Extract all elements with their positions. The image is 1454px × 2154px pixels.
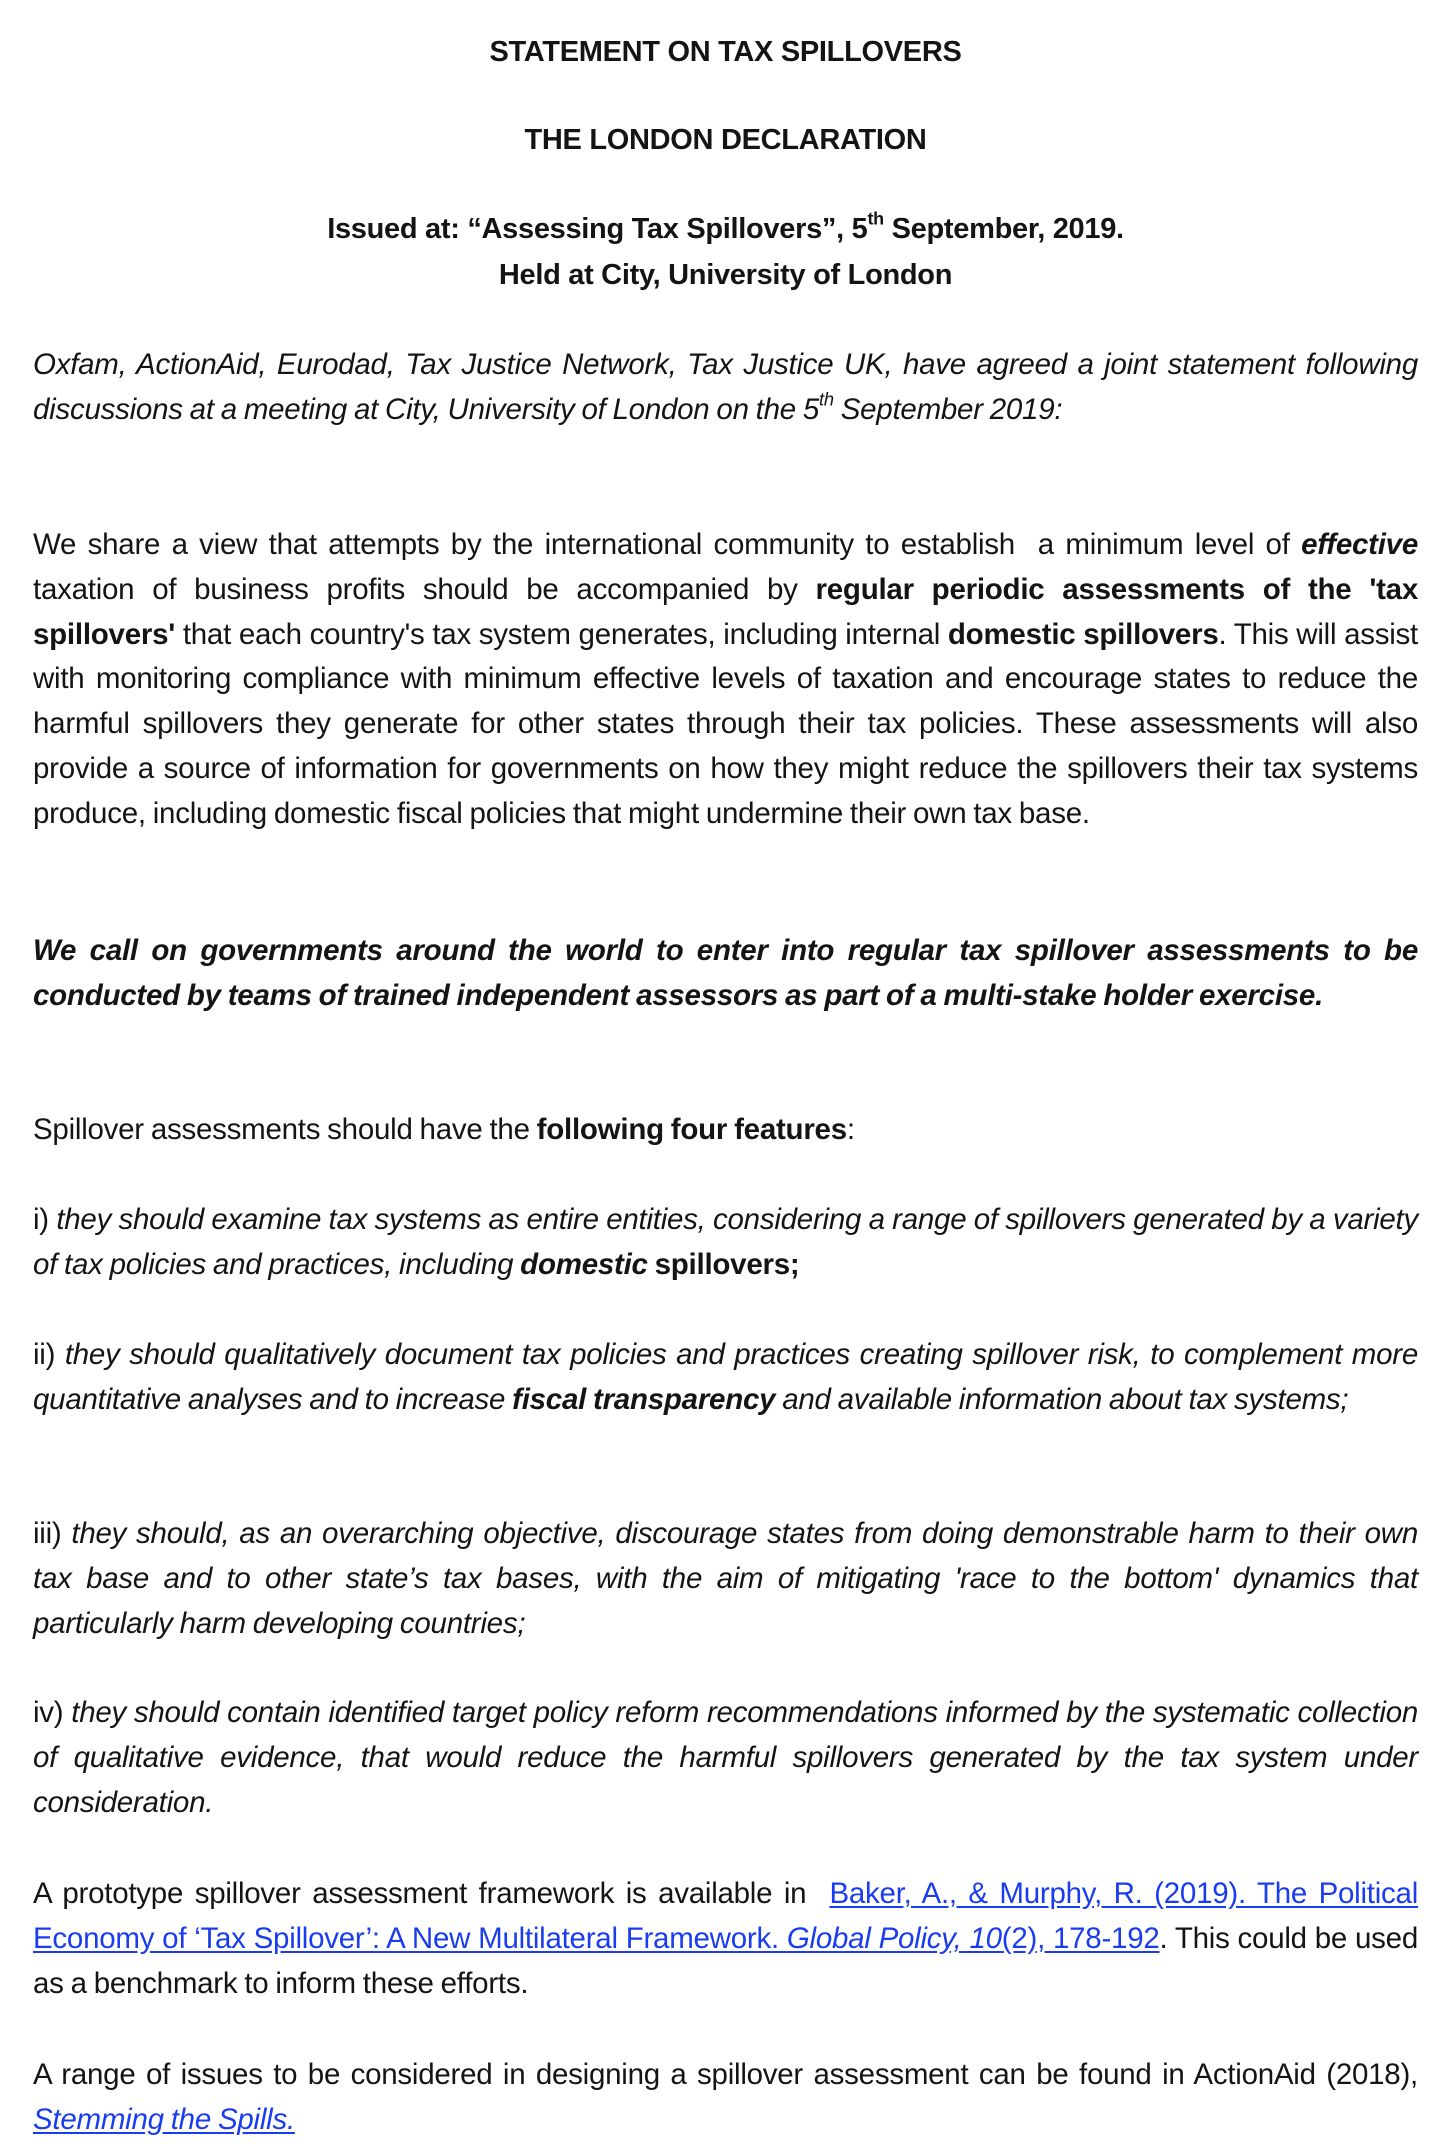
intro-paragraph: Oxfam, ActionAid, Eurodad, Tax Justice Network, Tax Justice UK, have agreed a joint statement following discussions at a meeting at City, University of London on the 5th September 2019: bbox=[33, 348, 1418, 426]
emphasis-regular-assessments: regular periodic assessments of the 'tax spillovers' bbox=[33, 572, 1418, 651]
held-at-line: Held at City, University of London bbox=[498, 259, 953, 291]
document-title: STATEMENT ON TAX SPILLOVERS bbox=[489, 36, 962, 68]
view-paragraph: We share a view that attempts by the international community to establish a minimum level of effective taxation of business profits should be accompanied by regular periodic assessments of the 'tax spillovers' that each country's tax system generates, including internal domestic spillovers. This will assist with monitoring compliance with minimum effective levels of taxation and encourage states to reduce the harmful spillovers they generate for other states through their tax policies. These assessments will also provide a source of information for governments on how they might reduce the spillovers their tax systems produce, including domestic fiscal policies that might undermine their own tax base. bbox=[33, 528, 1418, 830]
feature-item-4: iv) they should contain identified target policy reform recommendations informed by the systematic collection of qualitative evidence, that would reduce the harmful spillovers generated by the tax system under consideration. bbox=[33, 1696, 1419, 1819]
prototype-paragraph: A prototype spillover assessment framework is available in Baker, A., & Murphy, R. (2019). The Political Economy of ‘Tax Spillover’: A New Multilateral Framework. Global Policy, 10(2), 178-192. This could be used as a benchmark to inform these efforts. bbox=[33, 1877, 1418, 2000]
features-intro: Spillover assessments should have the following four features: bbox=[33, 1113, 855, 1146]
call-to-action-paragraph: We call on governments around the world to enter into regular tax spillover assessments to be conducted by teams of trained independent assessors as part of a multi-stake holder exercise. bbox=[33, 934, 1418, 1012]
emphasis-domestic-spillovers: domestic spillovers bbox=[947, 617, 1219, 651]
stemming-the-spills-link[interactable]: Stemming the Spills. bbox=[33, 2102, 295, 2136]
range-paragraph: A range of issues to be considered in designing a spillover assessment can be found in ActionAid (2018), Stemming the Spills. bbox=[33, 2058, 1418, 2136]
baker-murphy-citation-link[interactable]: Baker, A., & Murphy, R. (2019). The Political Economy of ‘Tax Spillover’: A New Multilateral Framework. Global Policy, 10(2), 178-192 bbox=[33, 1877, 1418, 1955]
document-subtitle: THE LONDON DECLARATION bbox=[524, 124, 927, 156]
feature-item-2: ii) they should qualitatively document tax policies and practices creating spillover risk, to complement more quantitative analyses and to increase fiscal transparency and available information about tax systems; bbox=[33, 1338, 1418, 1416]
issued-at-line: Issued at: “Assessing Tax Spillovers”, 5th September, 2019. bbox=[327, 208, 1124, 245]
emphasis-effective: effective bbox=[1301, 528, 1418, 561]
feature-item-1: i) they should examine tax systems as entire entities, considering a range of spillovers generated by a variety of tax policies and practices, including domestic spillovers; bbox=[33, 1203, 1419, 1281]
feature-item-3: iii) they should, as an overarching objective, discourage states from doing demonstrable harm to their own tax base and to other state’s tax bases, with the aim of mitigating 'race to the bottom' dynamics that particularly harm developing countries; bbox=[33, 1517, 1418, 1640]
